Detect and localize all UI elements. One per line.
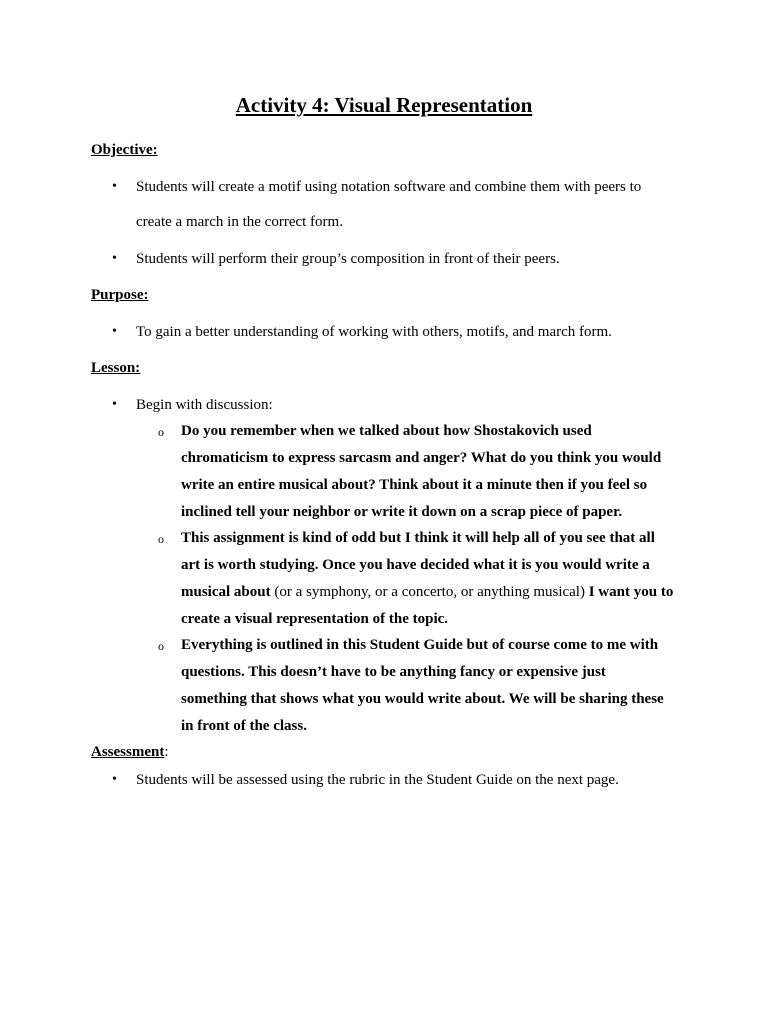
lesson-subitem-2-line-4: create a visual representation of the topic.: [181, 611, 449, 627]
bullet-icon: •: [112, 772, 117, 787]
lesson-subitem-2-line-3-bold-2: I want you to: [588, 584, 674, 600]
lesson-subitem-2-line-3: [181, 582, 673, 602]
lesson-subitem-2-line-3-bold: musical about: [181, 584, 271, 600]
objective-item-2: Students will perform their group’s composition in front of their peers.: [136, 251, 560, 267]
lesson-heading: Lesson:: [91, 360, 141, 376]
page-title: Activity 4: Visual Representation: [235, 93, 533, 117]
lesson-subitem-3-line-3: something that shows what you would write about. We will be sharing these: [181, 691, 664, 707]
objective-heading: Objective:: [91, 142, 158, 158]
assessment-item-1: Students will be assessed using the rubric in the Student Guide on the next page.: [136, 772, 619, 788]
circle-bullet-icon: o: [158, 639, 164, 653]
bullet-icon: •: [112, 324, 117, 339]
lesson-subitem-1-line-3: write an entire musical about? Think about it a minute then if you feel so: [181, 477, 648, 493]
assessment-heading-colon: :: [164, 744, 169, 760]
bullet-icon: •: [112, 397, 117, 412]
circle-bullet-icon: o: [158, 532, 164, 546]
lesson-subitem-1-line-4: inclined tell your neighbor or write it down on a scrap piece of paper.: [181, 504, 623, 520]
objective-item-1-line-1: Students will create a motif using notation software and combine them with peers to: [136, 179, 642, 195]
objective-item-1-line-2: create a march in the correct form.: [136, 214, 343, 230]
lesson-subitem-1-line-1: Do you remember when we talked about how Shostakovich used: [181, 423, 592, 439]
assessment-heading: [91, 742, 169, 762]
bullet-icon: •: [112, 179, 117, 194]
lesson-subitem-3-line-1: Everything is outlined in this Student Guide but of course come to me with: [181, 637, 659, 653]
purpose-heading: Purpose:: [91, 287, 149, 303]
lesson-subitem-2-line-1: This assignment is kind of odd but I think it will help all of you see that all: [181, 530, 655, 546]
purpose-item-1: To gain a better understanding of working with others, motifs, and march form.: [136, 324, 612, 340]
lesson-subitem-1-line-2: chromaticism to express sarcasm and anger? What do you think you would: [181, 450, 662, 466]
lesson-subitem-3-line-4: in front of the class.: [181, 718, 307, 734]
lesson-subitem-2-line-3-normal: (or a symphony, or a concerto, or anything musical): [270, 584, 589, 600]
circle-bullet-icon: o: [158, 425, 164, 439]
lesson-subitem-2-line-2: art is worth studying. Once you have decided what it is you would write a: [181, 557, 650, 573]
lesson-subitem-3-line-2: questions. This doesn’t have to be anything fancy or expensive just: [181, 664, 606, 680]
bullet-icon: •: [112, 251, 117, 266]
lesson-item-1: Begin with discussion:: [136, 397, 273, 413]
assessment-heading-label: Assessment: [91, 744, 165, 760]
